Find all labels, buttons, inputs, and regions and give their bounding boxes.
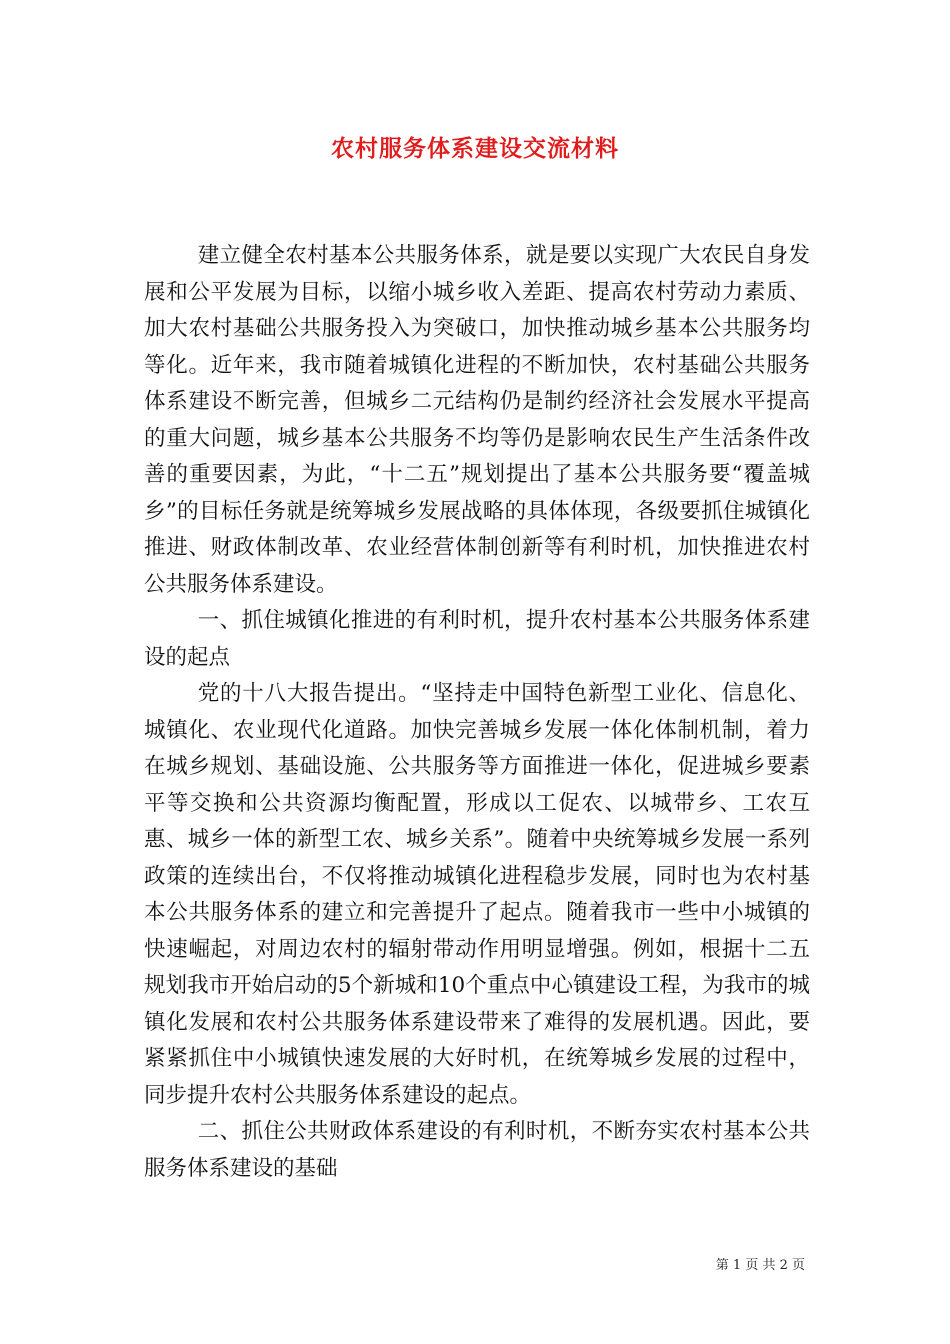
section-heading-1: 一、抓住城镇化推进的有利时机，提升农村基本公共服务体系建设的起点 — [144, 608, 810, 670]
paragraph-intro: 建立健全农村基本公共服务体系，就是要以实现广大农民自身发展和公平发展为目标，以缩小城乡收入差距、提高农村劳动力素质、加大农村基础公共服务投入为突破口，加快推动城乡基本公共服务均等化。近年来，我市随着城镇化进程的不断加快，农村基础公共服务体系建设不断完善，但城乡二元结构仍是制约经济社会发展水平提高的重大问题，城乡基本公共服务不均等仍是影响农民生产生活条件改善的重要因素，为此，“十二五”规划提出了基本公共服务要“覆盖城乡”的目标任务就是统筹城乡发展战略的具体体现，各级要抓住城镇化推进、财政体制改革、农业经营体制创新等有利时机，加快推进农村公共服务体系建设。 — [144, 243, 810, 597]
document-body — [144, 238, 810, 1187]
page-number-footer: 第 1 页 共 2 页 — [715, 1258, 805, 1273]
section-heading-2: 二、抓住公共财政体系建设的有利时机，不断夯实农村基本公共服务体系建设的基础 — [144, 1119, 810, 1181]
paragraph-section-1: 党的十八大报告提出。“坚持走中国特色新型工业化、信息化、城镇化、农业现代化道路。加快完善城乡发展一体化体制机制，着力在城乡规划、基础设施、公共服务等方面推进一体化，促进城乡要素平等交换和公共资源均衡配置，形成以工促农、以城带乡、工农互惠、城乡一体的新型工农、城乡关系”。随着中央统筹城乡发展一系列政策的连续出台，不仅将推动城镇化进程稳步发展，同时也为农村基本公共服务体系的建立和完善提升了起点。随着我市一些中小城镇的快速崛起，对周边农村的辐射带动作用明显增强。例如，根据十二五规划我市开始启动的5个新城和10个重点中心镇建设工程，为我市的城镇化发展和农村公共服务体系建设带来了难得的发展机遇。因此，要紧紧抓住中小城镇快速发展的大好时机，在统筹城乡发展的过程中，同步提升农村公共服务体系建设的起点。 — [144, 681, 810, 1108]
document-title: 农村服务体系建设交流材料 — [331, 135, 619, 162]
